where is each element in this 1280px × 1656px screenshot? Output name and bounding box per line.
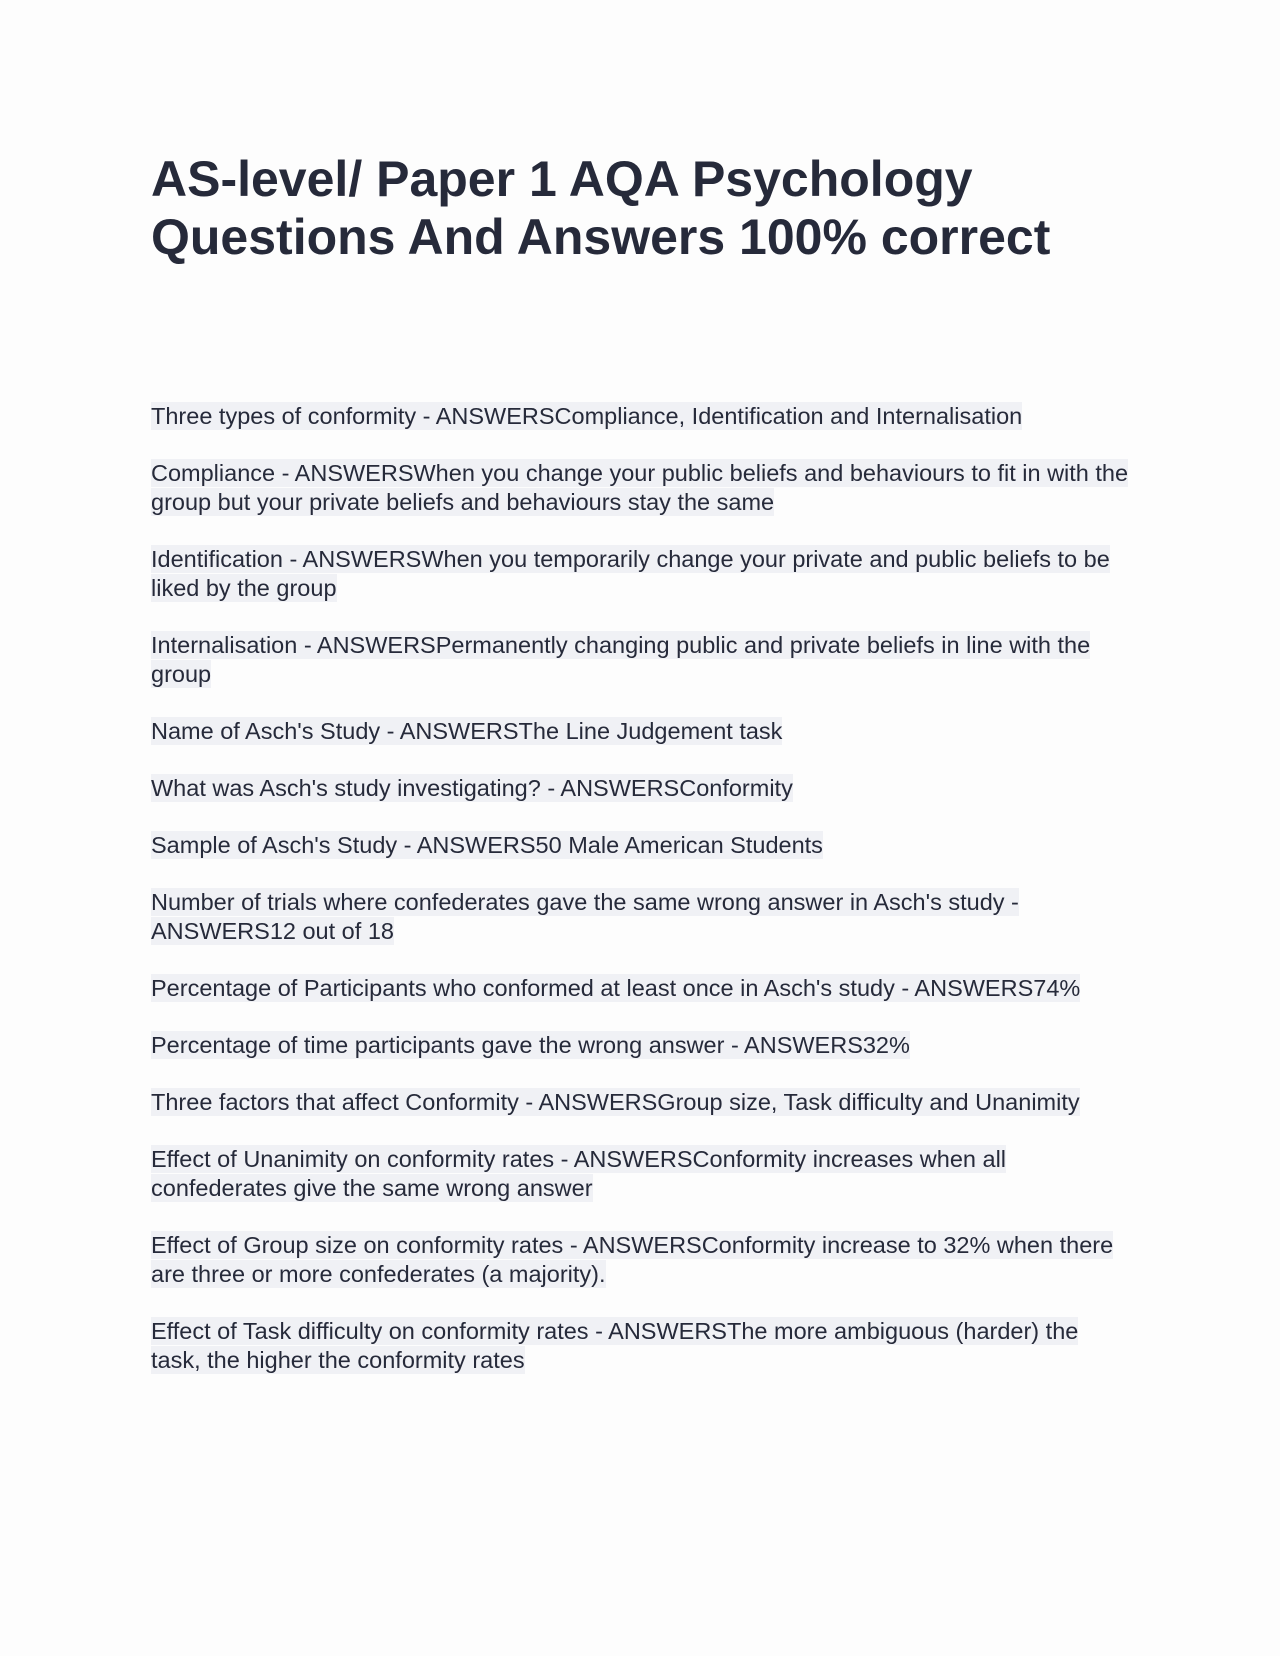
qa-item-unanimity: [151, 1145, 1131, 1203]
qa-item-wrong-answer-time: [151, 1031, 1131, 1060]
qa-text: Percentage of Participants who conformed at least once in Asch's study - ANSWERS74%: [151, 975, 1081, 1001]
qa-text: Name of Asch's Study - ANSWERSThe Line Judgement task: [151, 718, 783, 744]
qa-text: Effect of Task difficulty on conformity rates - ANSWERSThe more ambiguous (harder) the task, the higher the conformity rates: [151, 1318, 1079, 1373]
qa-list: [151, 402, 1131, 1375]
qa-text: Effect of Group size on conformity rates - ANSWERSConformity increase to 32% when there are three or more confederates (a majority).: [151, 1232, 1114, 1287]
qa-text: What was Asch's study investigating? - ANSWERSConformity: [151, 775, 793, 801]
qa-item-three-factors: [151, 1088, 1131, 1117]
qa-item-task-difficulty: [151, 1317, 1131, 1375]
qa-item-group-size: [151, 1231, 1131, 1289]
qa-text: Three types of conformity - ANSWERSCompliance, Identification and Internalisation: [151, 403, 1023, 429]
page-title: AS-level/ Paper 1 AQA Psychology Questions And Answers 100% correct: [151, 151, 1051, 265]
qa-text: Compliance - ANSWERSWhen you change your public beliefs and behaviours to fit in with the group but your private beliefs and behaviours stay the same: [151, 460, 1129, 515]
qa-text: Sample of Asch's Study - ANSWERS50 Male American Students: [151, 832, 823, 858]
qa-item-three-types: [151, 402, 1131, 431]
qa-item-asch-investigating: [151, 774, 1131, 803]
qa-item-conformed-once: [151, 974, 1131, 1003]
qa-item-identification: [151, 545, 1131, 603]
qa-text: Effect of Unanimity on conformity rates - ANSWERSConformity increases when all confederates give the same wrong answer: [151, 1146, 1007, 1201]
qa-item-internalisation: [151, 631, 1131, 689]
qa-text: Percentage of time participants gave the wrong answer - ANSWERS32%: [151, 1032, 910, 1058]
qa-item-asch-study-name: [151, 717, 1131, 746]
qa-item-asch-sample: [151, 831, 1131, 860]
qa-item-compliance: [151, 459, 1131, 517]
qa-item-asch-trials: [151, 888, 1131, 946]
qa-text: Number of trials where confederates gave the same wrong answer in Asch's study - ANSWERS12 out of 18: [151, 889, 1019, 944]
qa-text: Internalisation - ANSWERSPermanently changing public and private beliefs in line with the group: [151, 632, 1091, 687]
document-page: [151, 150, 1131, 1403]
qa-text: Three factors that affect Conformity - ANSWERSGroup size, Task difficulty and Unanimity: [151, 1089, 1080, 1115]
qa-text: Identification - ANSWERSWhen you temporarily change your private and public beliefs to be liked by the group: [151, 546, 1110, 601]
